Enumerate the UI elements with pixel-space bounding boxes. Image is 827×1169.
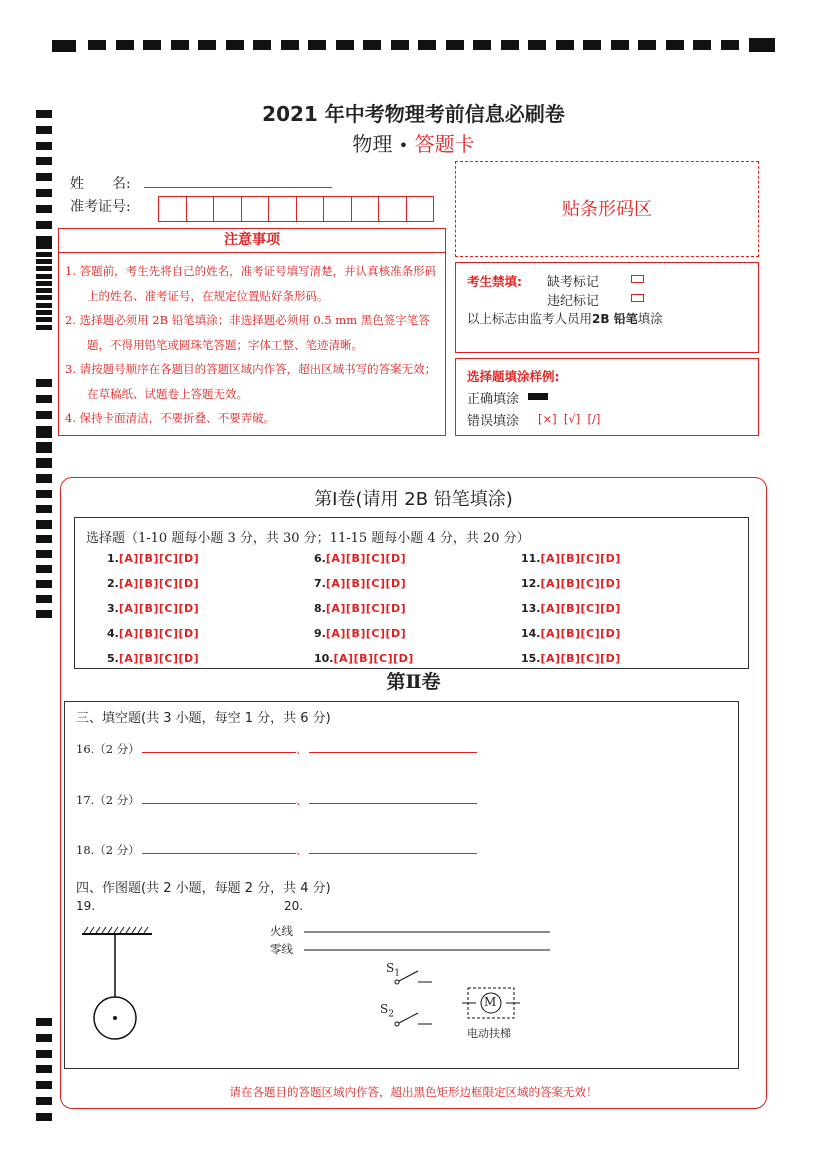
- timing-mark: [36, 244, 52, 249]
- timing-mark: [36, 1113, 52, 1121]
- timing-mark: [36, 565, 52, 573]
- absent-mark-box[interactable]: [631, 275, 644, 283]
- fill-heading: 三、填空题(共 3 小题，每空 1 分，共 6 分): [76, 711, 331, 726]
- notice-item: 4. 保持卡面清洁，不要折叠、不要弄破。: [65, 411, 276, 425]
- notice-heading: 注意事项: [59, 229, 445, 253]
- answer-line[interactable]: [309, 752, 477, 753]
- timing-mark: [36, 288, 52, 293]
- wrong-fill-samples: [×] [√] [/]: [538, 412, 601, 426]
- timing-mark: [36, 205, 52, 213]
- part1-title: 第Ⅰ卷(请用 2B 铅笔填涂): [314, 489, 513, 510]
- timing-mark: [36, 266, 52, 271]
- timing-mark: [36, 295, 52, 300]
- timing-mark: [36, 460, 52, 468]
- choice-question[interactable]: 13.[A][B][C][D]: [521, 602, 621, 615]
- neutral-wire-label: 零线: [270, 942, 293, 956]
- id-digit-box[interactable]: [407, 197, 434, 221]
- subtitle-subject: 物理: [352, 132, 393, 156]
- absent-label: 缺考标记: [547, 275, 600, 290]
- choice-question[interactable]: 9.[A][B][C][D]: [314, 627, 407, 640]
- separator: 、: [296, 794, 307, 807]
- timing-mark: [36, 580, 52, 588]
- timing-mark: [36, 535, 52, 543]
- name-label: 姓 名:: [70, 176, 131, 192]
- switch-s1-label: $S_1$: [386, 961, 400, 979]
- id-digit-box[interactable]: [187, 197, 215, 221]
- id-boxes[interactable]: [158, 196, 434, 222]
- timing-mark: [36, 550, 52, 558]
- subtitle-answer-card: 答题卡: [414, 132, 475, 156]
- timing-mark: [36, 317, 52, 322]
- fill-item-17: 17.（2 分）: [76, 793, 140, 807]
- switch-s2-label: $S_2$: [380, 1002, 394, 1020]
- answer-line[interactable]: [142, 803, 296, 804]
- timing-mark: [36, 430, 52, 438]
- timing-mark: [36, 379, 52, 387]
- timing-mark: [36, 411, 52, 419]
- fill-item-18: 18.（2 分）: [76, 843, 140, 857]
- timing-mark: [36, 157, 52, 165]
- part2-title: 第Ⅱ卷: [386, 671, 441, 693]
- notice-item: 2. 选择题必须用 2B 铅笔填涂；非选择题必须用 0.5 mm 黑色签字笔答题，不得用铅笔或圆珠笔答题；字体工整、笔迹清晰。: [65, 313, 430, 352]
- timing-mark: [36, 274, 52, 279]
- separator: 、: [296, 743, 307, 756]
- choice-question[interactable]: 5.[A][B][C][D]: [107, 652, 200, 665]
- timing-mark: [36, 520, 52, 528]
- fill-example-box: [455, 358, 759, 436]
- answer-line[interactable]: [309, 803, 477, 804]
- timing-mark: [36, 1018, 52, 1026]
- correct-fill-sample: [528, 393, 548, 400]
- page-subtitle: [0, 128, 827, 157]
- choice-question[interactable]: 4.[A][B][C][D]: [107, 627, 200, 640]
- timing-mark: [36, 259, 52, 264]
- barcode-label: 贴条形码区: [562, 199, 652, 220]
- choice-question[interactable]: 6.[A][B][C][D]: [314, 552, 407, 565]
- wrong-fill-label: 错误填涂: [467, 414, 520, 429]
- violation-mark-box[interactable]: [631, 294, 644, 302]
- answer-line[interactable]: [142, 752, 296, 753]
- pendulum-diagram: [78, 922, 158, 1042]
- timing-mark: [36, 610, 52, 618]
- circuit-diagram: [300, 925, 560, 1045]
- timing-mark: [36, 445, 52, 453]
- id-digit-box[interactable]: [242, 197, 270, 221]
- fill-example-label: 选择题填涂样例:: [467, 369, 560, 384]
- forbidden-box: [455, 262, 759, 353]
- id-digit-box[interactable]: [214, 197, 242, 221]
- id-digit-box[interactable]: [324, 197, 352, 221]
- forbidden-label: 考生禁填:: [467, 274, 522, 289]
- timing-mark: [36, 237, 52, 242]
- subtitle-dot: •: [398, 136, 409, 155]
- choice-instruction: 选择题（1-10 题每小题 3 分，共 30 分；11-15 题每小题 4 分，共 20 分）: [86, 531, 530, 546]
- motor-label: 电动扶梯: [467, 1027, 511, 1040]
- timing-mark: [36, 325, 52, 330]
- timing-mark: [36, 281, 52, 286]
- timing-mark: [36, 173, 52, 181]
- id-digit-box[interactable]: [159, 197, 187, 221]
- choice-question[interactable]: 15.[A][B][C][D]: [521, 652, 621, 665]
- notice-item: 3. 请按题号顺序在各题目的答题区域内作答，超出区域书写的答案无效；在草稿纸、试题卷上答题无效。: [65, 362, 437, 401]
- choice-question[interactable]: 12.[A][B][C][D]: [521, 577, 621, 590]
- violation-label: 违纪标记: [547, 294, 600, 309]
- q20-label: 20.: [284, 899, 304, 913]
- choice-question[interactable]: 8.[A][B][C][D]: [314, 602, 407, 615]
- choice-question[interactable]: 10.[A][B][C][D]: [314, 652, 414, 665]
- timing-mark: [36, 475, 52, 483]
- choice-question[interactable]: 11.[A][B][C][D]: [521, 552, 621, 565]
- timing-mark: [36, 310, 52, 315]
- fill-item-16: 16.（2 分）: [76, 742, 140, 756]
- timing-mark: [36, 221, 52, 229]
- draw-heading: 四、作图题(共 2 小题，每题 2 分，共 4 分): [76, 881, 331, 896]
- barcode-area: [455, 161, 759, 257]
- live-wire-label: 火线: [270, 924, 293, 938]
- timing-mark: [36, 595, 52, 603]
- choice-question[interactable]: 2.[A][B][C][D]: [107, 577, 200, 590]
- timing-mark: [36, 395, 52, 403]
- notice-box: [58, 228, 446, 436]
- notice-item: 1. 答题前，考生先将自己的姓名，准考证号填写清楚，并认真核准条形码上的姓名、准考证号，在规定位置贴好条形码。: [65, 264, 437, 303]
- footer-warning: 请在各题目的答题区域内作答，超出黑色矩形边框限定区域的答案无效！: [229, 1085, 598, 1099]
- page-title: 2021 年中考物理考前信息必刷卷: [262, 102, 565, 126]
- answer-line[interactable]: [142, 853, 296, 854]
- choice-question[interactable]: 1.[A][B][C][D]: [107, 552, 200, 565]
- timing-mark: [36, 1034, 52, 1042]
- timing-mark: [36, 303, 52, 308]
- separator: 、: [296, 844, 307, 857]
- id-digit-box[interactable]: [269, 197, 297, 221]
- q19-label: 19.: [76, 899, 96, 913]
- choice-question[interactable]: 7.[A][B][C][D]: [314, 577, 407, 590]
- id-digit-box[interactable]: [379, 197, 407, 221]
- timing-mark: [36, 252, 52, 257]
- timing-mark: [36, 1065, 52, 1073]
- id-digit-box[interactable]: [297, 197, 325, 221]
- name-line[interactable]: [144, 187, 332, 188]
- timing-mark: [36, 1050, 52, 1058]
- timing-mark: [36, 189, 52, 197]
- correct-fill-label: 正确填涂: [467, 392, 520, 407]
- choice-box: [74, 517, 749, 669]
- id-digit-box[interactable]: [352, 197, 380, 221]
- choice-question[interactable]: 14.[A][B][C][D]: [521, 627, 621, 640]
- forbidden-note: 以上标志由监考人员用2B 铅笔填涂: [467, 311, 663, 326]
- choice-question[interactable]: 3.[A][B][C][D]: [107, 602, 200, 615]
- answer-line[interactable]: [309, 853, 477, 854]
- id-label: 准考证号:: [70, 199, 131, 215]
- motor-symbol: M: [484, 995, 497, 1009]
